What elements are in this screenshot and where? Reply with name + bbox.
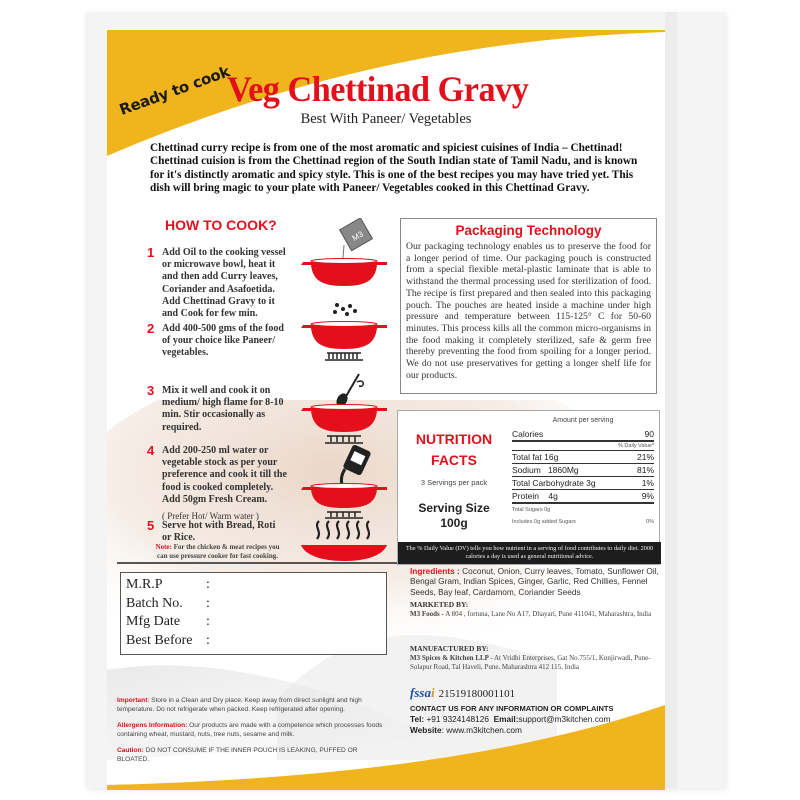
ingredients xyxy=(410,566,660,597)
serving-size-label: Serving Size xyxy=(418,501,490,515)
nutrient-label: Protein 4g xyxy=(512,491,558,501)
website-label: Website xyxy=(410,725,442,735)
packaging-technology-box xyxy=(400,218,657,394)
calories-label: Calories xyxy=(512,429,544,439)
fssai-logo-icon xyxy=(410,685,435,701)
pot-pour-water-icon xyxy=(297,445,392,520)
allergens-text: Our products are made with a competence which processes foods containing wheat, mustard, nuts, tree nuts, sesame and milk. xyxy=(117,722,383,738)
daily-value-footnote: The % Daily Value (DV) tells you how nutrient in a serving of food contributes to daily diet. 2000 calories a day is used as general nutritional advice. xyxy=(398,542,661,564)
step-number: 1 xyxy=(147,245,155,260)
caution-notice xyxy=(117,747,387,764)
calories-value: 90 xyxy=(644,429,654,439)
nutrient-label: Total Carbohydrate 3g xyxy=(512,478,596,488)
mrp-batch-box xyxy=(120,572,387,655)
info-label: Batch No. xyxy=(126,595,183,611)
fssai-number: 21519180001101 xyxy=(438,688,516,700)
website-link[interactable]: : www.m3kitchen.com xyxy=(441,725,522,735)
manufactured-by xyxy=(410,644,660,673)
nutrient-sub-row xyxy=(512,504,654,516)
pot-stir-icon xyxy=(297,370,392,445)
manufacturer-address: At Vridhi Enterprises, Gat No.755/1, Kunjirwadi, Pune- Solapur Road, Tal Haveli, Pune, Maharashtra 412 115, India xyxy=(410,653,651,671)
step-text: Mix it well and cook it on medium/ high flame for 8-10 min. Stir occasionally as required. xyxy=(162,385,284,433)
how-to-cook-heading: HOW TO COOK? xyxy=(165,217,277,233)
nutrition-table xyxy=(512,417,654,528)
website-line xyxy=(410,725,665,736)
packaging-text: Our packaging technology enables us to preserve the food for a longer period of time. Our packaging pouch is constructed from a special flexible metal-plastic laminate that is able to withstand the thermal processing used for sterilization of food. The recipe is first prepared and then sealed into this packaging pouch. The pouches are heated inside a machine under high pressure and temperature between 115-125° C for 50-60 minutes. This process kills all the common micro-organisms in the food making it completely sterilized, safe & germ free thereby preventing the food from spoiling for a longer period. We do not use preservatives for getting a longer shelf life for our products. xyxy=(406,241,651,381)
manufactured-by-heading: MANUFACTURED BY: xyxy=(410,644,489,653)
cook-step-4 xyxy=(147,445,287,522)
manufacturer-name: M3 Spices & Kitchen LLP - xyxy=(410,653,493,662)
product-description: Chettinad curry recipe is from one of the most aromatic and spiciest cuisines of India – Chettinad! Chettinad cuision is from the Chettinad region of the South Indian state of Tamil Nadu, and is known for it's distinctly aromatic and spicy style. This is one of the best recipes you may have tried yet. This dish will bring magic to your plate with Paneer/ Vegetables cooked in this Chettinad Gravy. xyxy=(150,142,638,194)
step-text: Serve hot with Bread, Roti or Rice. xyxy=(162,520,276,544)
nutrition-facts-panel xyxy=(397,410,660,565)
info-separator: : xyxy=(206,614,210,629)
servings-per-pack: 3 Servings per pack xyxy=(420,478,488,487)
nutrient-dv: 81% xyxy=(636,465,654,475)
fssai-logo-accent: i xyxy=(430,685,435,700)
amount-per-serving: Amount per serving xyxy=(552,417,614,424)
nutrient-row xyxy=(512,464,654,477)
contact-info xyxy=(410,703,665,736)
cook-step-1 xyxy=(147,247,287,320)
pot-pour-pouch-icon xyxy=(297,218,392,293)
contact-heading: CONTACT US FOR ANY INFORMATION OR COMPLAINTS xyxy=(410,704,614,713)
nutrient-label: Total fat 16g xyxy=(512,452,559,462)
cooking-note xyxy=(150,543,285,561)
important-notice xyxy=(117,697,387,714)
caution-text: DO NOT CONSUME IF THE INNER POUCH IS LEAKING, PUFFED OR BLOATED. xyxy=(117,747,358,763)
note-label: Note: xyxy=(155,543,172,551)
info-row-mrp xyxy=(126,576,381,595)
important-text: : Store in a Clean and Dry place. Keep away from direct sunlight and high temperature. Do not refrigerate when packed. Keep refrigerated after opening. xyxy=(117,697,362,713)
info-label: Mfg Date xyxy=(126,614,181,629)
nutrient-label: Includes 0g added Sugars xyxy=(512,519,576,525)
important-label: Important xyxy=(117,697,148,704)
package-back-label xyxy=(107,30,665,790)
info-separator: : xyxy=(206,595,210,611)
info-label: M.R.P xyxy=(126,577,163,592)
info-separator: : xyxy=(206,577,210,592)
info-label: Best Before xyxy=(126,632,193,648)
step-text: Add 200-250 ml water or vegetable stock as per your preference and cook it till the food is cooked completely. Add 50gm Fresh Cream. xyxy=(162,445,287,505)
calories-row xyxy=(512,428,654,442)
product-subtitle: Best With Paneer/ Vegetables xyxy=(300,111,472,127)
contact-line xyxy=(410,714,665,725)
nutrient-label: Total Sugars 0g xyxy=(512,507,551,513)
nutrition-heading-line1: NUTRITION xyxy=(415,431,493,447)
info-row-batch xyxy=(126,595,381,614)
product-title: Veg Chettinad Gravy xyxy=(227,69,529,109)
pot-add-food-icon xyxy=(297,295,392,370)
tel-number[interactable]: +91 9324148126 xyxy=(424,714,494,724)
info-row-best-before xyxy=(126,632,381,651)
storage-notices xyxy=(117,697,387,772)
nutrient-row xyxy=(512,451,654,464)
cook-step-3 xyxy=(147,385,287,434)
cook-step-2 xyxy=(147,323,287,360)
step-subnote: ( Prefer Hot/ Warm water ) xyxy=(162,511,259,522)
step-number: 4 xyxy=(147,443,155,458)
packaging-heading: Packaging Technology xyxy=(455,223,602,238)
info-separator: : xyxy=(206,632,210,648)
fssai-logo-text: fssa xyxy=(410,685,431,700)
marketed-by xyxy=(410,600,660,619)
nutrient-dv: 0% xyxy=(646,519,654,525)
nutrient-sub-row xyxy=(512,516,654,528)
serving-size xyxy=(402,501,506,531)
nutrient-label: Sodium 1860Mg xyxy=(512,465,579,475)
step-number: 5 xyxy=(147,518,155,533)
caution-label: Caution: xyxy=(117,747,144,754)
serving-size-value: 100g xyxy=(440,516,468,530)
note-text: For the chicken & meat recipes you can use pressure cooker for fast cooking. xyxy=(156,543,280,560)
svg-text:M3: M3 xyxy=(350,229,365,243)
step-number: 2 xyxy=(147,321,155,336)
ready-to-cook-tagline: Ready to cook xyxy=(117,62,233,119)
daily-value-header: % Daily Value* xyxy=(512,442,654,451)
step-number: 3 xyxy=(147,383,155,398)
nutrition-heading-line2: FACTS xyxy=(431,452,477,468)
step-text: Add Oil to the cooking vessel or microwave bowl, heat it and then add Curry leaves, Coriander and Asafoetida. Add Chettinad Gravy to it and Cook for few min. xyxy=(162,247,286,320)
allergens-notice xyxy=(117,722,387,739)
ingredients-text: Coconut, Onion, Curry leaves, Tomato, Sunflower Oil, Bengal Gram, Indian Spices, Ginger, Garlic, Red Chillies, Fennel Seeds, Bay leaf, Cardamom, Coriander Seeds xyxy=(410,566,659,597)
nutrition-heading xyxy=(402,429,506,471)
nutrient-row xyxy=(512,490,654,504)
cook-step-5 xyxy=(147,520,287,544)
info-row-mfg-date xyxy=(126,613,381,632)
marketed-by-heading: MARKETED BY: xyxy=(410,600,469,609)
step-text: Add 400-500 gms of the food of your choice like Paneer/ vegetables. xyxy=(162,323,284,359)
tel-label: Tel: xyxy=(410,714,425,724)
marketer-address: A 804 , fortuna, Lane No A17, Dhayari, Pune 411041, Maharashtra, India xyxy=(443,609,652,618)
fssai-license xyxy=(410,685,515,701)
nutrient-dv: 9% xyxy=(641,491,654,501)
marketer-name: M3 Foods - xyxy=(410,609,444,618)
allergens-label: Allergens Information: xyxy=(117,722,188,729)
ingredients-label: Ingredients : xyxy=(410,566,460,576)
nutrient-dv: 1% xyxy=(641,478,654,488)
package-side-edge xyxy=(665,12,677,788)
email-label: Email: xyxy=(493,714,519,724)
email-link[interactable]: support@m3kitchen.com xyxy=(518,714,611,724)
nutrient-row xyxy=(512,477,654,490)
nutrient-dv: 21% xyxy=(636,452,654,462)
